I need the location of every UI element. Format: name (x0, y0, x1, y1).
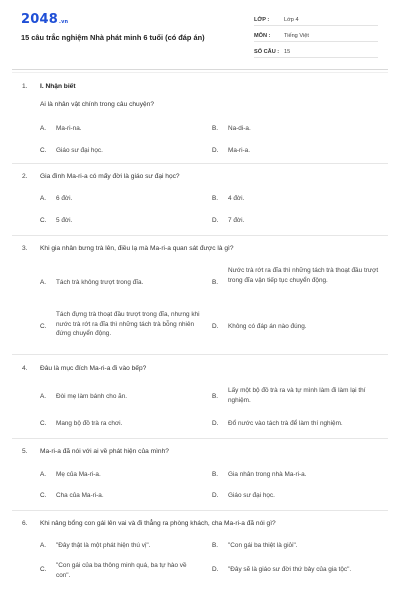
option-letter: A. (40, 125, 47, 132)
option-text: Gia nhân trong nhà Ma-ri-a. (228, 471, 307, 478)
option-letter: C. (40, 147, 47, 154)
option-text: 5 đời. (56, 217, 73, 224)
section-title: I. Nhận biết (40, 83, 76, 90)
question-divider (12, 163, 388, 164)
option-letter: C. (40, 492, 47, 499)
option-letter: C. (40, 566, 47, 573)
option-letter: D. (212, 323, 219, 330)
option-text: "Đây sẽ là giáo sư đời thứ bảy của gia tộc". (228, 566, 352, 573)
option-letter: B. (212, 542, 219, 549)
question-text: Ma-ri-a đã nói với ai về phát hiện của mình? (40, 448, 169, 455)
header-divider-shadow (12, 72, 388, 73)
option-text: Ma-ri-na. (56, 125, 82, 132)
option-letter: C. (40, 323, 47, 330)
option-letter: A. (40, 471, 47, 478)
option-text: Cha của Ma-ri-a. (56, 492, 104, 499)
option-letter: D. (212, 420, 219, 427)
option-text: "Đây thật là một phát hiện thú vị". (56, 542, 151, 549)
logo-text: 2048 (21, 12, 58, 27)
document-header (0, 0, 400, 62)
meta-value: 15 (284, 49, 291, 55)
question-divider (12, 438, 388, 439)
option-letter: A. (40, 195, 47, 202)
option-letter: B. (212, 125, 219, 132)
option-text: Không có đáp án nào đúng. (228, 323, 307, 330)
question-number: 3. (22, 245, 28, 252)
option-text: Ma-ri-a. (228, 147, 251, 154)
question-divider (12, 235, 388, 236)
meta-subject (254, 30, 378, 42)
meta-value: Tiếng Việt (284, 33, 309, 39)
question-number: 2. (22, 173, 28, 180)
question-text: Khi nâng bổng con gái lên vai và đi thẳng ra phòng khách, cha Ma-ri-a đã nói gì? (40, 520, 276, 527)
option-text: Giáo sư đại học. (228, 492, 275, 499)
option-letter: D. (212, 147, 219, 154)
question-divider (12, 510, 388, 511)
page-title: 15 câu trắc nghiệm Nhà phát minh 6 tuổi (có đáp án) (21, 33, 205, 42)
option-text: 4 đời. (228, 195, 245, 202)
option-text: Mang bộ đồ trà ra chơi. (56, 420, 123, 427)
option-letter: A. (40, 279, 47, 286)
question-divider (12, 354, 388, 355)
option-letter: A. (40, 393, 47, 400)
option-text: 7 đời. (228, 217, 245, 224)
option-text: Na-di-a. (228, 125, 251, 132)
question-text: Đâu là mục đích Ma-ri-a đi vào bếp? (40, 365, 147, 372)
option-text: Mẹ của Ma-ri-a. (56, 471, 101, 478)
section-number: 1. (22, 83, 28, 90)
meta-label: MÔN : (254, 33, 271, 39)
option-text: "Con gái ba thiệt là giỏi". (228, 542, 298, 549)
question-number: 4. (22, 365, 28, 372)
option-text: "Con gái của ba thông minh quá, ba tự hào về con". (56, 562, 187, 579)
option-letter: A. (40, 542, 47, 549)
option-text: Tách trà không trượt trong đĩa. (56, 279, 144, 286)
meta-question-count (254, 46, 378, 58)
option-letter: C. (40, 217, 47, 224)
option-letter: B. (212, 471, 219, 478)
question-text: Khi gia nhân bưng trà lên, điều lạ mà Ma-ri-a quan sát được là gì? (40, 245, 234, 252)
option-letter: B. (212, 195, 219, 202)
option-text: 6 đời. (56, 195, 73, 202)
meta-value: Lớp 4 (284, 17, 299, 23)
option-text: Đòi mẹ làm bánh cho ăn. (56, 393, 128, 400)
option-letter: D. (212, 217, 219, 224)
meta-label: SỐ CÂU : (254, 49, 280, 55)
question-number: 5. (22, 448, 28, 455)
option-text: Giáo sư đại học. (56, 147, 103, 154)
option-letter: B. (212, 279, 219, 286)
option-text: Lấy một bộ đồ trà ra và tự mình làm đi làm lại thí nghiệm. (228, 387, 366, 404)
option-letter: D. (212, 492, 219, 499)
option-text: Tách đựng trà thoạt đầu trượt trong đĩa, nhưng khi nước trà rớt ra đĩa thì những tách trà bỗng nhiên đứng chuyển động. (56, 311, 200, 337)
option-text: Đổ nước vào tách trà để làm thí nghiệm. (228, 420, 343, 427)
meta-class (254, 14, 378, 26)
question-text: Gia đình Ma-ri-a có mấy đời là giáo sư đại học? (40, 173, 180, 180)
option-letter: D. (212, 566, 219, 573)
question-number: 6. (22, 520, 28, 527)
option-letter: C. (40, 420, 47, 427)
meta-label: LỚP : (254, 17, 270, 23)
option-letter: B. (212, 393, 219, 400)
header-divider (12, 69, 388, 70)
site-logo[interactable] (21, 12, 68, 30)
option-text: Nước trà rớt ra đĩa thì những tách trà thoạt đầu trượt trong đĩa vận tiếp tục chuyển động. (228, 267, 379, 284)
logo-suffix: .vn (58, 19, 69, 25)
question-text: Ai là nhân vật chính trong câu chuyện? (40, 101, 155, 108)
